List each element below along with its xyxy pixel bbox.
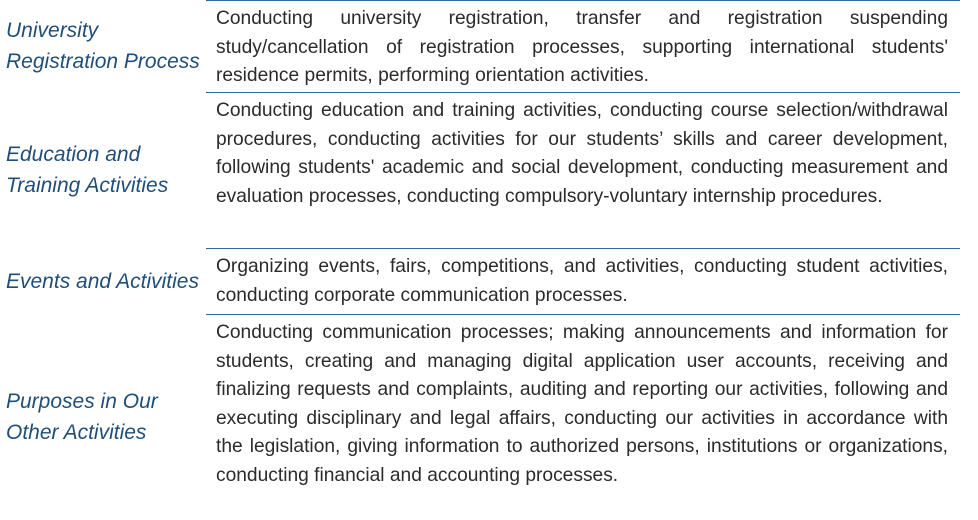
table-row [0, 314, 978, 520]
table-row [0, 92, 978, 248]
row-category: University Registration Process [6, 19, 200, 73]
row-description: Conducting communication processes; making announcements and information for students, creating and managing digital application user accounts, receiving and finalizing requests and complaints, auditing and reporting our activities, following and executing disciplinary and legal affairs, conducting our activities in accordance with the legislation, giving information to authorized persons, institutions or organizations, conducting financial and accounting processes. [206, 314, 960, 520]
table-row [0, 248, 978, 314]
row-category: Purposes in Our Other Activities [6, 390, 158, 444]
row-category: Events and Activities [6, 269, 199, 293]
row-category: Education and Training Activities [6, 143, 169, 197]
table-row [0, 0, 978, 92]
row-description: Organizing events, fairs, competitions, and activities, conducting student activities, conducting corporate communication processes. [206, 248, 960, 314]
row-description: Conducting university registration, transfer and registration suspending study/cancellation of registration processes, supporting international students' residence permits, performing orientation activities. [206, 0, 960, 92]
row-description: Conducting education and training activities, conducting course selection/withdrawal procedures, conducting activities for our students’ skills and career development, following students' academic and social development, conducting measurement and evaluation processes, conducting compulsory-voluntary internship procedures. [206, 92, 960, 248]
